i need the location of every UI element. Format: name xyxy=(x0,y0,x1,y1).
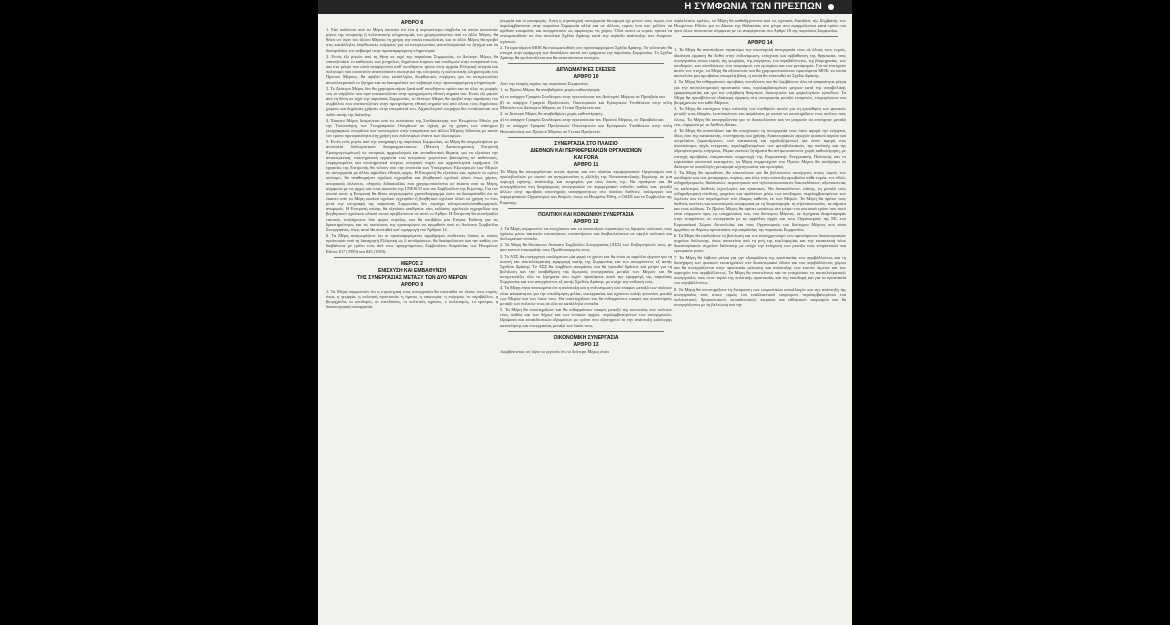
paragraph: 1. Τα Μέρη συμφωνούν να ενισχύσουν και να αναπτύξουν περαιτέρω τις διμερείς πολιτικές τους σχέσεις μέσω τακτικών επισκέψεων, συναντήσεων και διαβουλεύσεων σε υψηλό πολιτικό και διπλωματικό επίπεδο. xyxy=(500,225,672,242)
paragraph: β) το υπάρχον Γραφείο Προξενικών Οικονομικών και Εμπορικών Υποθέσεων στην πόλη Θεσσαλονίκη του Πρώτου Μέρους σε Γενικό Προξενείο. xyxy=(500,123,672,134)
section-heading: ΑΡΘΡΟ 11 xyxy=(573,161,599,168)
section-heading: ΟΙΚΟΝΟΜΙΚΗ ΣΥΝΕΡΓΑΣΙΑ xyxy=(553,334,619,341)
section-heading: ΤΗΣ ΣΥΝΕΡΓΑΣΙΑΣ ΜΕΤΑΞΥ ΤΩΝ ΔΥΟ ΜΕΡΩΝ xyxy=(357,274,467,281)
paragraph: γεωργία και οι μεταφορές. Αυτή η στρατηγική συνεργασία θα αφορά όχι μόνον τους τομείς του περιλαμβάνονται στην παρούσα Συμφωνία αλλά και σε άλλους τομείς που στο μέλλον να κριθούν επωφελείς και απορρέπτουν ως αμφότερες τις χώρες. Όλοι αυτοί οι τομείς πρέπει να ενσωματωθούν σε ένα συνολικό Σχέδιο Δράσης κατά την περίοδο ανάπτυξης των δυομεών σχέσεων. xyxy=(500,18,672,44)
newspaper-page xyxy=(318,0,852,625)
article-section xyxy=(674,36,846,307)
paragraph: 1. το Πρώτο Μέρος θα αναβαθμίσει χωρίς καθυστέρηση: xyxy=(500,87,601,93)
paragraph: Λαμβάνοντας υπ' όψιν το γεγονός ότι το δεύτερο Μέρος είναι xyxy=(500,348,609,354)
article-section xyxy=(500,208,672,328)
article-section xyxy=(500,18,672,60)
paragraph: Από την έναρξη ισχύος της παρούσας Συμφωνίας: xyxy=(500,81,589,87)
section-divider xyxy=(508,137,664,138)
paragraph: 1. Τα Μέρη θα αναπτύξουν περαιτέρω την οικονομική συνεργασία τους σε όλους τους τομείς, ιδιαίτερα έμφαση θα δοθεί στην ενδυνάμωση, ενίσχυση και εμβάθυνση της θρησκείας τους συνεργασίας στους τομείς της γεωργίας, της ενέργειας, του περιβάλλοντος, της βιομηχανίας, των υποδομών, των επενδύσεων, του τουρισμού, του εμπορίου και των μεταφορών. Για να επιτύχουν αυτόν τον στόχο, τα Μέρη θα αξιοποιούν και θα χρησιμοποιούσουν υφιστάμενα ΜΟΕ, τα οποία αποτελούν μια αμοιβαίως επωφελή βάση, η οποία θα επεκταθεί σε Σχέδιο Δράσης. xyxy=(674,47,846,79)
text-column-1 xyxy=(326,18,498,311)
paragraph: 1. Εάν ουδέποτε από τα Μέρη πιστεύει ότι ένα ή περισσότερα σύμβολα τα οποία συνιστούν μέρος της ιστορικής ή πολιτιστικής κληρονομιάς του χρησιμοποιείται από το άλλο Μέρος, θα θέσει υπ' όψιν του άλλου Μέρους τη χρήση την οποία επικαλείται, και το άλλο Μέρος θα προβεί στις κατάλληλες διορθωτικές ενέργειες για να αντιμετωπίσει αποτελεσματικά το ζήτημα και να διασφαλίσει τον σεβασμό στην προαναφερόμενη κληρονομιά. xyxy=(326,27,498,53)
page-header-title: Η ΣΥΜΦΩΝΙΑ ΤΩΝ ΠΡΕΣΠΩΝ xyxy=(684,1,822,12)
section-divider xyxy=(334,257,490,258)
section-heading: ΑΡΘΡΟ 13 xyxy=(573,341,599,348)
paragraph: 3. Το ΑΣΣ θα συνέρχεται τουλάχιστον μία φορά το χρόνο και θα είναι το αρμόδιο όργανο για τη σωστή και αποτελεσματική εφαρμογή αυτής της Συμφωνίας και του απορρέοντος εξ αυτής Σχεδίου Δράσης. Το ΑΣΣ θα λαμβάνει αποφάσεις και θα προωθεί δράσεις και μέτρα για τη βελτίωση και την αναβάθμιση της διμερούς συνεργασίας μεταξύ των Μερών και θα αντιμετωπίζει όλα τα ζητήματα που τυχόν προκύψουν κατά την εφαρμογή της παρούσας Συμφωνίας και του απορρέοντος εξ αυτής Σχεδίου Δράσης, με στόχο την επίλυσή τους. xyxy=(500,253,672,285)
section-heading: ΜΕΡΟΣ 2 xyxy=(401,260,423,267)
paragraph: 2. Εντός έξι μηνών από τη θέση σε ισχύ της παρούσας Συμφωνίας, το Δεύτερο Μέρος θα επανεξετάσει το καθεστώς των μνημείων, δημόσιων κτιρίων και υποδομών στην επικράτειά του, και στο μέτρο που αυτά αναφέρονται καθ' οιονδήποτε τρόπο στην αρχαία Ελληνική ιστορία και πολιτισμό που συνιστούν αναπόσπαστο συστατικό της ιστορικής ή πολιτιστικής κληρονομιάς του Πρώτου Μέρους, θα προβεί στις κατάλληλες διορθωτικές ενέργειες για να αντιμετωπίσει αποτελεσματικά το ζήτημα και να διασφαλίσει τον σεβασμό στην προαναφερόμενη κληρονομιά. xyxy=(326,53,498,85)
paragraph: 2. το Δεύτερο Μέρος θα αναβαθμίσει χωρίς καθυστέρηση: xyxy=(500,111,603,117)
paragraph: 1. Τα Μέρη συμφωνούν ότι η στρατηγική τους συνεργασία θα επεκταθεί σε όλους τους τομείς, όπως η γεωργία, η πολιτική προστασία, η άμυνα, η οικονομία, η ενέργεια, το περιβάλλον, η βιομηχανία, οι υποδομές, οι επενδύσεις, οι πολιτικές σχέσεις, ο πολιτισμός, το εμπόριο, η διασυνοριακή συνεργασία xyxy=(326,288,498,310)
paragraph: περίκλειστο κράτος, τα Μέρη θα καθοδηγούνται από τις σχετικές διατάξεις της Σύμβασης των Ηνωμένων Εθνών για το Δίκαιο της Θάλασσας στο μέτρο που εφαρμόζονται κατά τρόπο πιο προς όλων συναπτουν σύμφωνα με τις αναφέρονται στο Άρθρο 18 της παρούσας Συμφωνίας. xyxy=(674,18,846,34)
article-section xyxy=(500,137,672,205)
paragraph: 5. Εντός ενός μηνός από την υπογραφή της παρούσας Συμφωνίας, τα Μέρη θα συγκροτήσουν με αντιπαλία διπλωματικών διαπραγματεύσεων (Μεικτή Διεπιστημονική Επιτροπή Εμπειρογνωμόνων) σε ιστορικά, αρχαιολογικά και εκπαιδευτικά θέματα, για να εξετάσει την αντικειμενική, επιστημονική ερμηνεία των ιστορικών γεγονότων βασισμένη σε αυθεντικές, τεκμηριωμένες και επιστημονικά στέρεες ιστορικές πηγές και αρχαιολογικά ευρήματα. Οι εργασίες της Επιτροπής θα τελούν υπό την εποπτεία των Υπουργείων Εξωτερικών των Μερών σε συνεργασία με άλλες αρμόδιες εθνικές αρχές. Η Επιτροπή θα εξετάσει και, εφόσον το κρίνει σκόπιμο, θα αναθεωρήσει σχολικά εγχειρίδια και βοηθητικό σχολικό υλικό όπως χάρτες, ιστορικούς άτλαντες, οδηγούς διδασκαλίας που χρησιμοποιούνται σε έκαστο από τα Μέρη, σύμφωνα με τις αρχές και τους σκοπούς της UNESCO και του Συμβουλίου της Ευρώπης. Για τον σκοπό αυτό, η Επιτροπή θα θέσει συγκεκριμένο χρονοδιάγραμμα ώστε να διασφαλισθεί ότι σε έκαστο από τα Μέρη κανένα σχολικό εγχειρίδιο ή βοηθητικό σχολικό υλικό σε χρήση το έτος μετά την υπογραφή της παρούσας Συμφωνίας δεν περιέχει αλυτρωτικές/αναθεωρητικές αναφορές. Η Επιτροπή επίσης θα εξετάσει οιαδήποτε νέες εκδόσεις σχολικών εγχειριδίων και βοηθητικού σχολικού υλικού στους προβλέποντα σε αυτό το Άρθρο. Η Επιτροπή θα συνεδριάζει τακτικά, τουλάχιστον δύο φορές ετησίως, και θα υποβάλει μία Ετήσια Έκθεση για τις δραστηριότητες και τις συστάσεις της προκειμένου να εγκριθούν από το Ανώτατο Συμβούλιο Συνεργασίας, όπως αυτό θα συσταθεί κατ' εφαρμογή του Άρθρου 12. xyxy=(326,139,498,232)
section-heading: ΠΟΛΙΤΙΚΗ ΚΑΙ ΚΟΙΝΩΝΙΚΗ ΣΥΝΕΡΓΑΣΙΑ xyxy=(538,211,634,218)
article-section xyxy=(500,63,672,133)
paragraph: β) το υπάρχον Γραφείο Προξενικών, Οικονομικών και Εμπορικών Υποθέσεων στην πόλη Μπίτολα του Δεύτερου Μέρους σε Γενικό Προξενείο και xyxy=(500,99,672,110)
paragraph: 4. Έκαστο Μέρος δεσμεύεται από τις συστάσεις της Συνδιάσκεψης των Ηνωμένων Εθνών για την Τυποποίηση των Γεωγραφικών Ονομάτων σε σχέση με τη χρήση των επίσημων γεωγραφικών ονομάτων και τοπωνυμίων στην επικράτεια του άλλου Μέρους δίδοντας με αυτόν τον τρόπο προτεραιότητα στη χρήση των ενδονυμίων έναντι των εξωνυμίων. xyxy=(326,117,498,139)
section-divider xyxy=(508,208,664,209)
article-section xyxy=(326,257,498,310)
text-column-3 xyxy=(674,18,846,309)
paragraph: α) το υπάρχον Γραφείο Συνδέσμου στην πρωτεύουσα του Δεύτερου Μέρους σε Πρεσβεία και xyxy=(500,93,665,99)
paragraph: 5. Τα Μέρη θα υποστηρίζουν και θα ενθαρρύνουν επαφές μεταξύ της κοινωνίας των πολιτών τους, καθώς και των δήμων και των τοπικών αρχών, περιλαμβανομένων των συνεργασιών, Ιδρύματα και εκπαιδευτικών ιδρυμάτων με τρόπο που εξυπηρετεί το την ανάπτυξη καλύτερης κατανόησης και συνεργασίας μεταξύ των λαών τους. xyxy=(500,307,672,328)
section-heading: ΑΡΘΡΟ 9 xyxy=(400,281,424,288)
article-section xyxy=(674,18,846,33)
paragraph: Τα Μέρη θα συνεργάζονται στενά, άμεσα, και στο πλαίσιο περιφερειακών Οργανισμών και πρωτοβουλιών με σκοπό να αντιμετωπίσει η εξέλιξη της Νοτιοανατολικής Ευρώπης σε μια περιοχή ειρήνης, ανάπτυξης και ευημερίας για τους λαούς της. Θα προάγουν και θα συνεργάζονται στη διαμόρφωση συνεργασιών σε περιφερειακό επίπεδο, καθώς και, μεταξύ άλλων στην αμοιβαία υποστήριξη υποψηφιοτήτων στο πλαίσιο διεθνών, πολυμερών και περιφερειακών Οργανισμών και θεσμών, όπως τα Ηνωμένα Έθνη, ο ΟΑΣΕ και το Συμβούλιο της Ευρώπης. xyxy=(500,168,672,205)
section-divider xyxy=(682,36,838,37)
section-heading: ΔΙΠΛΩΜΑΤΙΚΕΣ ΣΧΕΣΕΙΣ xyxy=(556,67,616,74)
section-heading: ΑΡΘΡΟ 8 xyxy=(400,20,424,26)
paragraph: 7. Τα Μέρη θα λάβουν μέτρα για την εξασφάλιση της προστασίας του περιβάλλοντος και τη διατήρηση των φυσικών εκτατημάτων στο διασυνοριακό ύδατα και του περιβάλλοντος χώρου και θα συνεργάζονται στην προστασία μέσωσης και ανάπτυξης των κοινών λιμνών και των περιοχών του περιβάλλοντος. Τα Μέρη θα επεκτείνουν και να ενισχύσουν τις αποτελεσματικές συνεργασίες τους στον τομέα της πολιτικής προστασίας και την οικοδομή και για τα προστασία του περιβάλλοντος. xyxy=(674,254,846,286)
section-heading: ΔΙΕΘΝΩΝ ΚΑΙ ΠΕΡΙΦΕΡΕΙΑΚΩΝ ΟΡΓΑΝΙΣΜΩΝ xyxy=(530,147,642,154)
paragraph: 2. Τα Μέρη θα ενθαρρύνουν αμοιβαίες επενδύσεις και θα λαμβάνουν όλα τα απαραίτητα μέτρα για την αποτελεσματική προστασία τους, περιλαμβανομένων μέτρων κατά της υπερβολικής γραφειοκρατίας και για την υπέρβαση θεσμικών, διοικητικών και φορολογικών εμποδίων. Τα Μέρη θα προσβλέπουν ιδιαίτερη έμφαση στη συνεργασία μεταξύ εταιρειών, επιχειρήσεων και βιομηχανιών του κάθε Μέρους. xyxy=(674,79,846,106)
paragraph: 6. Τα Μέρη θα επιδιώξουν τη βελτίωση και τον εκσυγχρονισμό των υφιστάμενων διασυνοριακών σημείων διέλευσης, όπως απαιτείται από τη ροή της κυκλοφορίας και την κατασκευή νέων διασυνοριακών σημείων διέλευσης με στόχο την ενίσχυση των μεταξύ τους τουριστικών και εμπορικών ροών. xyxy=(674,232,846,254)
paragraph: 6. Τα Μέρη αναγνωρίζουν ότι οι προαναφερόμενες αμφίδρομες επιθετικές λύσεις οι οποίες προέκυψαν από τη διατηρητή Ελληνική ως δ αντιδράσεων, θα διασφαλίσουν και την καθώς τον διαβαίνουν με τρόπο τους από τους προηγούμενους Συμβουλίου Ασφαλείας των Ηνωμένων Εθνών 817 (1993) και 845 (1993). xyxy=(326,233,498,254)
section-heading: ΣΥΝΕΡΓΑΣΙΑ ΣΤΟ ΠΛΑΙΣΙΟ xyxy=(554,140,618,147)
paragraph: 3. Το Δεύτερο Μέρος δεν θα χρησιμοποιήσει ξανά καθ' οιονδήποτε τρόπο και σε όλες τις μορφές του το σύμβολο που πριν απεικονιζόταν στην προηγούμενη εθνική σημαία του. Εντός έξι μηνών από τη θέση σε ισχύ της παρούσας Συμφωνίας, το δεύτερο Μέρος θα προβεί στην αφαίρεση του συμβόλου που απεικονιζόταν στην προηγούμενη εθνική σημαία του από όλους τους δημόσιους χώρους και δημόσιες χρήσεις στην επικράτειά του. Αρχαιολογικό τεκμήριο δεν εντάσσονται στο πεδίο αυτής της διάταξης. xyxy=(326,85,498,117)
paragraph: 4. Τα Μέρη είναι πεπεισμένα ότι η ανάπτυξη και η ενδυνάμωση των επαφών μεταξύ των πολιτών είναι απαραίτητος για την οικοδόμηση φιλίας, συνεργασίας και σχέσεων καλής γειτονίας μεταξύ των Μερών και των λαών τους. Θα υποστηρίξουν και θα ενθαρρύνουν επαφές και συναντήσεις μεταξύ των πολιτών τους σε όλα τα κατάλληλα επίπεδα. xyxy=(500,285,672,306)
paragraph: 2. Τα Μέρη θα θεσπίσουν Ανώτατο Συμβούλιο Συνεργασίας (ΑΣΣ) των Κυβερνήσεών τους, με απο κοινού επικεφαλής τους Πρωθυπουργούς τους. xyxy=(500,242,672,253)
paragraph: 5. Τα Μέρη θα προωθούν, θα επεκτείνουν και θα βελτιώνουν συνέργειες στους τομείς των υποδομών και των μεταφορών, κυρίως, και όλες στην επίτευξη αμοιβαίου κάθε τομέα, τον οδών, σιδηροδρομικών, θαλάσσιων, αεροπορικών και τηλεπικοινωνιακών διασυνδέσεων, αξιοποιώντας τις καλύτερες διεθνείς τεχνολογίες και πρακτικές. Θα διευκολύνουν, επίσης, τη μεταξύ τους σιδηροδρομική σύνδεση, φορτίων και προϊόντων μέσω των υποδομών, περιλαμβανομένων των λιμένων και των αερολιμένων στο έδαφος καθενός εκ των Μερών. Τα Μέρη θα πρέπει τους διεθνείς κανόνες και κανονισμούς αναφορικά με τη διαμεταφορά, τη τηλεπικοινωνίες, τα σήματα και τους κώδικες. Το Πρώτο Μέρος θα πρέπει ωσαύτως στο μέτρο του και κατά τρόπο που αυτό είναι σύμφωνο προς τις υποχρεώσεις του, του Δεύτερου Μέρους, σε ζητήματα διαμεταφοράς στην επικράτεια, σε συνεργασία με τις αρμόδιες αρχές και τους Οργανισμούς της ΕΕ, του Ευρωπαϊκού Χώρου Ακτοπλοΐας και τους Οργανισμούς του Δεύτερου Μέρους που είναι αρμόδιοι σε θέματα προστασίας της ασφαλείας της παρούσας Συμφωνίας. xyxy=(674,170,846,232)
paragraph: α) το υπάρχον Γραφείο Συνδέσμου στην πρωτεύουσα του Πρώτου Μέρους, σε Πρεσβεία και xyxy=(500,117,664,123)
section-heading: ΑΡΘΡΟ 14 xyxy=(747,40,773,47)
masthead-bar xyxy=(318,0,852,14)
text-column-2 xyxy=(500,18,672,356)
paragraph: 8. Τα Μέρη θα υποστηρίξουν τη διεύρυνση των τουριστικών ανταλλαγών και την ανάπτυξη της συνεργασίας τους στους τομείς του εναλλακτικού τουρισμού, περιλαμβανομένου του πολιτιστικού, θρησκευτικού, εκπαιδευτικού, ιατρικού και αθλητικού τουρισμού και θα συνεργάζονται με τη βελτίωση και την xyxy=(674,286,846,307)
section-heading: ΚΑΙ FORA xyxy=(573,154,599,161)
paragraph: 2. Τα υφιστάμενα ΜΟΕ θα ενσωματωθούν στο προαναφερόμενο Σχέδιο Δράσης. Το τελευταίο θα στοιχεί στην εφαρμογή των διατάξεων αυτού του τμήματος της παρούσας Συμφωνίας. Το Σχέδιο Δράσης θα εμπλουτίζεται και θα αναπτύσσεται συνεχώς. xyxy=(500,44,672,61)
section-heading: ΕΝΙΣΧΥΣΗ ΚΑΙ ΕΜΒΑΘΥΝΣΗ xyxy=(378,267,446,274)
section-heading: ΑΡΘΡΟ 12 xyxy=(573,218,599,225)
article-section xyxy=(500,331,672,354)
article-section xyxy=(326,18,498,254)
bullet-icon xyxy=(828,4,834,10)
paragraph: 4. Τα Μέρη θα αναπτύξουν και θα ενισχύσουν τη συνεργασία τους όσον αφορά την ενέργεια, ιδίως όσο της κατασκευής, συντήρησης και χρήσης διασυνοριακών αγωγών φυσικού αερίου και πετρελαίου (υφιστάμενων, υπό κατασκευή και σχεδιαζόμενων) και όσον αφορά στις ανανεώσιμες πηγές ενέργειας, περιλαμβανομένων των φωτοβολταϊκών, της αιολικής και της υδροηλεκτρικής ενέργειας. Πέραν εκείνων ζητήματα θα αντιμετωπιστούν χωρίς καθυστέρηση, με επιτυχή αμοιβαίας επικρατούσα συμμετοχή της Ευρωπαϊκής Ενεργειακής Πολιτικής και το ευρωπαϊκό κοινοτικό κεκτημένο, τα Μέρη συμμετέχουν στο Πρώτο Μέρος θα συνδράμει το Δεύτερο σε κατάλληλη μεταφορά τεχνογνωσίας και εμπειρίας. xyxy=(674,127,846,169)
section-divider xyxy=(508,331,664,332)
section-heading: ΑΡΘΡΟ 10 xyxy=(573,74,599,81)
section-divider xyxy=(508,63,664,64)
paragraph: 3. Τα Μέρη θα επιτύχουν στην επίτευξη των συνθηκών αυτών για τη προώθηση των φυσικών μεταξύ τους έδαφών, λεπτόσκέπτου και ασφάλειας με σκοπό να υποστηρίξουν τους πολίτες τους όλους. Τα Μέρη θα συνεργάζονται για το διευκολύνουν και να μπορούν να επιτύχουν μεταξύ του, σύμφωνα με το Διεθνές Δίκαιο. xyxy=(674,106,846,127)
